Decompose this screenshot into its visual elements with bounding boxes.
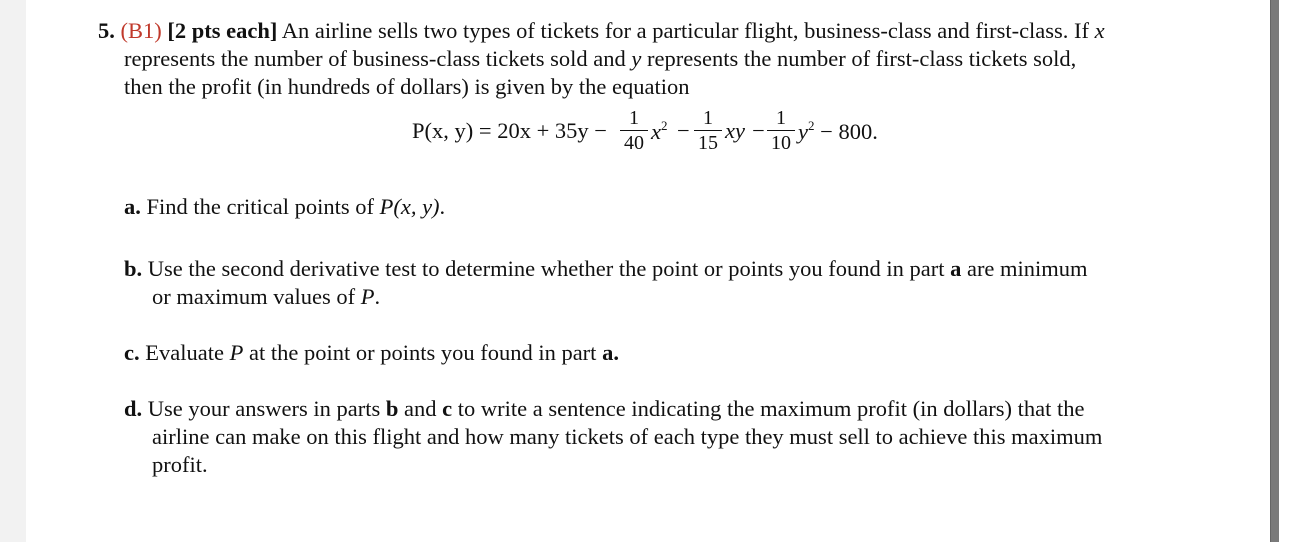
term-x: x [651,119,661,144]
part-a [124,193,445,221]
question-code: (B1) [120,18,162,43]
equation-lhs: P(x, y) = 20x + 35y − [412,118,607,143]
part-c-text-b: at the point or points you found in part [248,340,597,365]
fraction-numerator: 1 [703,107,713,129]
part-a-expr: P(x, y) [379,194,440,219]
part-c-ref-a: a. [602,340,619,365]
scrollbar-thumb[interactable] [1270,0,1279,542]
part-d-line-2 [152,423,1102,451]
part-d-text-1b: to write a sentence indicating the maximum profit (in dollars) that the [457,396,1085,421]
fraction-bar [767,130,795,131]
part-b-label: b. [124,256,143,281]
part-c-text-a: Evaluate [145,340,224,365]
var-y: y [631,46,642,71]
intro-text-2b: represents the number of first-class tickets sold, [647,46,1077,71]
part-a-label: a. [124,194,141,219]
intro-text-3: then the profit (in hundreds of dollars) is given by the equation [124,74,690,99]
equation-term-xy [725,118,766,144]
fraction-denominator: 40 [624,132,644,154]
fraction-bar [694,130,722,131]
part-d-ref-b: b [385,396,399,421]
part-b-var-p: P [360,284,375,309]
fraction-denominator: 15 [698,132,718,154]
question-intro-line-3 [124,73,690,101]
exponent-2: 2 [808,118,815,133]
part-d-ref-c: c [442,396,453,421]
fraction-numerator: 1 [776,107,786,129]
fraction-1-10 [767,108,795,153]
term-y: y [798,119,808,144]
part-d-line-3 [152,451,208,479]
part-b-ref-a: a [950,256,962,281]
fraction-bar [620,130,648,131]
part-c-label: c. [124,340,140,365]
exponent-2: 2 [661,118,668,133]
part-d-and: and [403,396,437,421]
fraction-1-15 [694,108,722,153]
part-b-line-2 [152,283,380,311]
part-c-var-p: P [229,340,244,365]
question-intro-line-1 [98,17,1105,45]
question-points: [2 pts each] [167,18,278,43]
part-d-text-3: profit. [152,452,208,477]
part-d-line-1 [124,395,1084,423]
fraction-denominator: 10 [771,132,791,154]
part-d-text-2: airline can make on this flight and how many tickets of each type they must sell to achieve this maximum [152,424,1103,449]
part-a-end: . [439,194,446,219]
equation-term-x-squared [651,118,668,145]
part-d-label: d. [124,396,143,421]
part-d-text-1a: Use your answers in parts [147,396,381,421]
var-x: x [1094,18,1105,43]
intro-text-2a: represents the number of business-class tickets sold and [124,46,626,71]
part-b-text-2a: or maximum values of [152,284,356,309]
question-intro-line-2 [124,45,1076,73]
part-b-end: . [374,284,381,309]
fraction-1-40 [620,108,648,153]
part-c [124,339,619,367]
fraction-numerator: 1 [629,107,639,129]
part-b-text-1b: are minimum [966,256,1088,281]
intro-text-1: An airline sells two types of tickets for a particular flight, business-class and first-class. If [281,18,1090,43]
term-xy: xy − [725,118,766,143]
equation-term-y-squared [798,118,878,145]
question-number: 5. [98,18,115,43]
part-a-text: Find the critical points of [146,194,374,219]
part-b-text-1a: Use the second derivative test to determine whether the point or points you found in part [147,256,945,281]
part-b-line-1 [124,255,1088,283]
equation-constant: − 800. [814,119,878,144]
equation-minus: − [677,118,690,143]
